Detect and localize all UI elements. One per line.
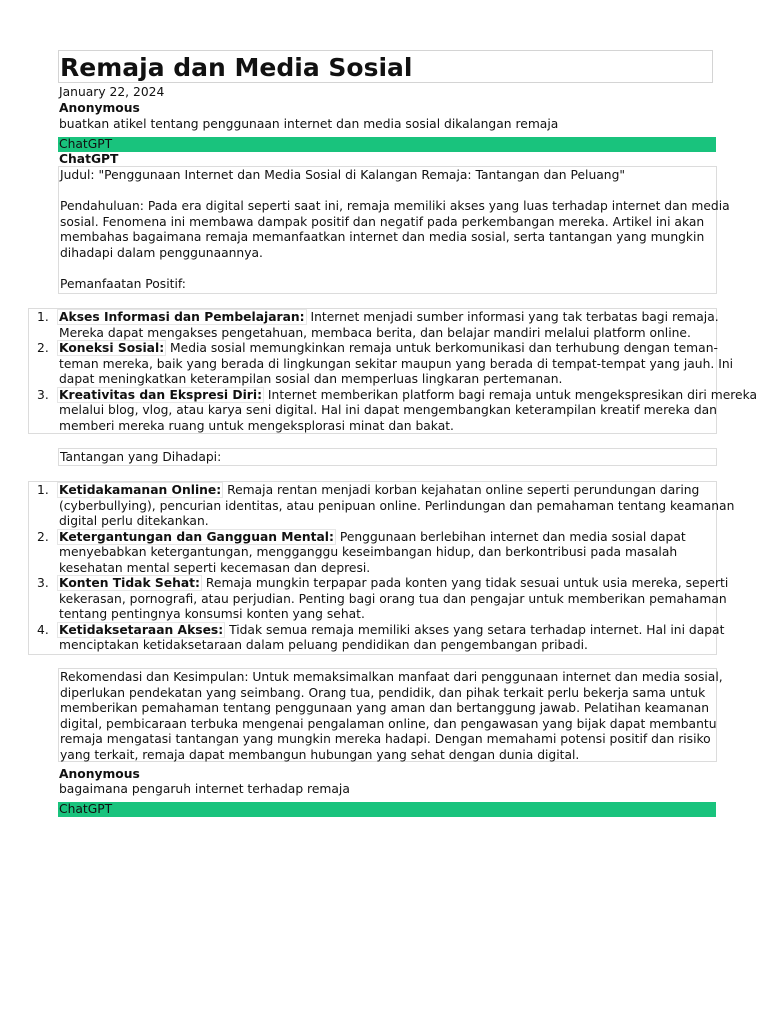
pemanfaatan-heading: Pemanfaatan Positif:: [60, 276, 186, 291]
list-text: (cyberbullying), pencurian identitas, atau penipuan online. Perlindungan dan pemahaman tentang keamanan: [59, 498, 735, 513]
list-number: 1.: [37, 310, 49, 324]
user-message-2: bagaimana pengaruh internet terhadap remaja: [59, 782, 350, 796]
tantangan-list-box: [28, 481, 735, 655]
list-term: Ketidaksetaraan Akses:: [59, 622, 224, 637]
list-item: [29, 341, 734, 388]
list-term: Akses Informasi dan Pembelajaran:: [59, 310, 305, 324]
pendahuluan-line: membahas bagaimana remaja memanfaatkan internet dan media sosial, serta tantangan yang mungkin: [60, 230, 705, 244]
list-item: [29, 310, 719, 341]
list-text: Penggunaan berlebihan internet dan media sosial dapat: [335, 529, 686, 544]
list-item: [29, 576, 729, 623]
list-text: digital perlu ditekankan.: [59, 514, 209, 528]
rekomendasi-line: digital, pembicaraan terbuka mengenai pengalaman online, dan pengawasan yang bijak dapat membantu: [60, 716, 717, 731]
list-text: dapat meningkatkan keterampilan sosial dan memperluas lingkaran pertemanan.: [59, 372, 563, 386]
pendahuluan-line: sosial. Fenomena ini membawa dampak positif dan negatif pada perkembangan mereka. Artikel ini akan: [60, 214, 705, 229]
list-text: menciptakan ketidaksetaraan dalam peluang pendidikan dan pengembangan pribadi.: [59, 638, 588, 652]
tantangan-heading-box: [58, 448, 717, 466]
list-number: 4.: [37, 622, 49, 637]
list-number: 2.: [37, 341, 49, 355]
pendahuluan-line: Pendahuluan: Pada era digital seperti saat ini, remaja memiliki akses yang luas terhadap internet dan media: [60, 199, 730, 213]
tantangan-list: [29, 483, 735, 654]
tantangan-heading: Tantangan yang Dihadapi:: [60, 450, 222, 464]
pendahuluan-line: dihadapi dalam penggunaannya.: [60, 245, 263, 260]
page-title: Remaja dan Media Sosial: [58, 50, 713, 83]
list-text: kesehatan mental seperti kecemasan dan depresi.: [59, 560, 371, 575]
document-date: January 22, 2024: [59, 85, 165, 99]
list-number: 2.: [37, 529, 49, 544]
list-text: tentang pentingnya konsumsi konten yang sehat.: [59, 607, 365, 621]
chatgpt-header-bar-2: ChatGPT: [58, 802, 716, 817]
list-text: Mereka dapat mengakses pengetahuan, membaca berita, dan belajar mandiri melalui platform online.: [59, 325, 691, 340]
list-text: melalui blog, vlog, atau karya seni digital. Hal ini dapat mengembangkan keterampilan kreatif mereka dan: [59, 403, 717, 417]
list-term: Kreativitas dan Ekspresi Diri:: [59, 387, 263, 402]
user-label-2: Anonymous: [59, 767, 140, 781]
list-text: Media sosial memungkinkan remaja untuk berkomunikasi dan terhubung dengan teman-: [166, 341, 718, 355]
list-item: [29, 530, 716, 577]
rekomendasi-line: remaja mengatasi tantangan yang mungkin mereka hadapi. Dengan memahami potensi positif dan risiko: [60, 732, 711, 746]
list-term: Ketidakamanan Online:: [59, 483, 222, 497]
chatgpt-header-bar: ChatGPT: [58, 137, 716, 152]
list-item: [29, 622, 725, 654]
article-judul: Judul: "Penggunaan Internet dan Media Sosial di Kalangan Remaja: Tantangan dan Peluang": [60, 168, 626, 182]
list-term: Konten Tidak Sehat:: [59, 576, 200, 590]
rekomendasi-line: diperlukan pendekatan yang seimbang. Orang tua, pendidik, dan pihak terkait perlu bekerja sama untuk: [60, 685, 706, 700]
list-text: menyebabkan ketergantungan, mengganggu keseimbangan hidup, dan berkontribusi pada masalah: [59, 545, 678, 559]
list-text: Tidak semua remaja memiliki akses yang setara terhadap internet. Hal ini dapat: [225, 622, 725, 637]
intro-block: [58, 166, 730, 294]
list-text: Internet menjadi sumber informasi yang tak terbatas bagi remaja.: [306, 310, 719, 324]
list-text: kekerasan, pornografi, atau perjudian. Penting bagi orang tua dan pengajar untuk memberikan pemahaman: [59, 591, 727, 606]
rekomendasi-line: memberikan pemahaman tentang penggunaan yang aman dan bertanggung jawab. Pelatihan keamanan: [60, 701, 710, 715]
list-number: 3.: [37, 576, 49, 590]
list-item: [29, 483, 735, 530]
positif-list: [29, 310, 758, 434]
assistant-label: ChatGPT: [59, 152, 119, 166]
list-number: 1.: [37, 483, 49, 497]
list-text: Remaja mungkin terpapar pada konten yang tidak sesuai untuk usia mereka, seperti: [201, 576, 729, 590]
user-message: buatkan atikel tentang penggunaan internet dan media sosial dikalangan remaja: [59, 117, 559, 131]
rekomendasi-block: [58, 668, 723, 762]
list-term: Ketergantungan dan Gangguan Mental:: [59, 529, 334, 544]
list-text: Internet memberikan platform bagi remaja untuk mengekspresikan diri mereka: [264, 387, 758, 402]
list-term: Koneksi Sosial:: [59, 341, 165, 355]
positif-list-box: [28, 308, 758, 434]
list-text: teman mereka, baik yang berada di lingkungan sekitar maupun yang berada di tempat-tempat yang jauh. Ini: [59, 356, 734, 371]
list-text: Remaja rentan menjadi korban kejahatan online seperti perundungan daring: [223, 483, 700, 497]
list-number: 3.: [37, 387, 49, 402]
list-item: [29, 387, 758, 435]
user-label: Anonymous: [59, 101, 140, 115]
list-text: memberi mereka ruang untuk mengeksplorasi minat dan bakat.: [59, 418, 454, 433]
rekomendasi-line: Rekomendasi dan Kesimpulan: Untuk memaksimalkan manfaat dari penggunaan internet dan media sosial,: [60, 670, 723, 684]
rekomendasi-line: yang terkait, remaja dapat membangun hubungan yang sehat dengan dunia digital.: [60, 747, 580, 762]
